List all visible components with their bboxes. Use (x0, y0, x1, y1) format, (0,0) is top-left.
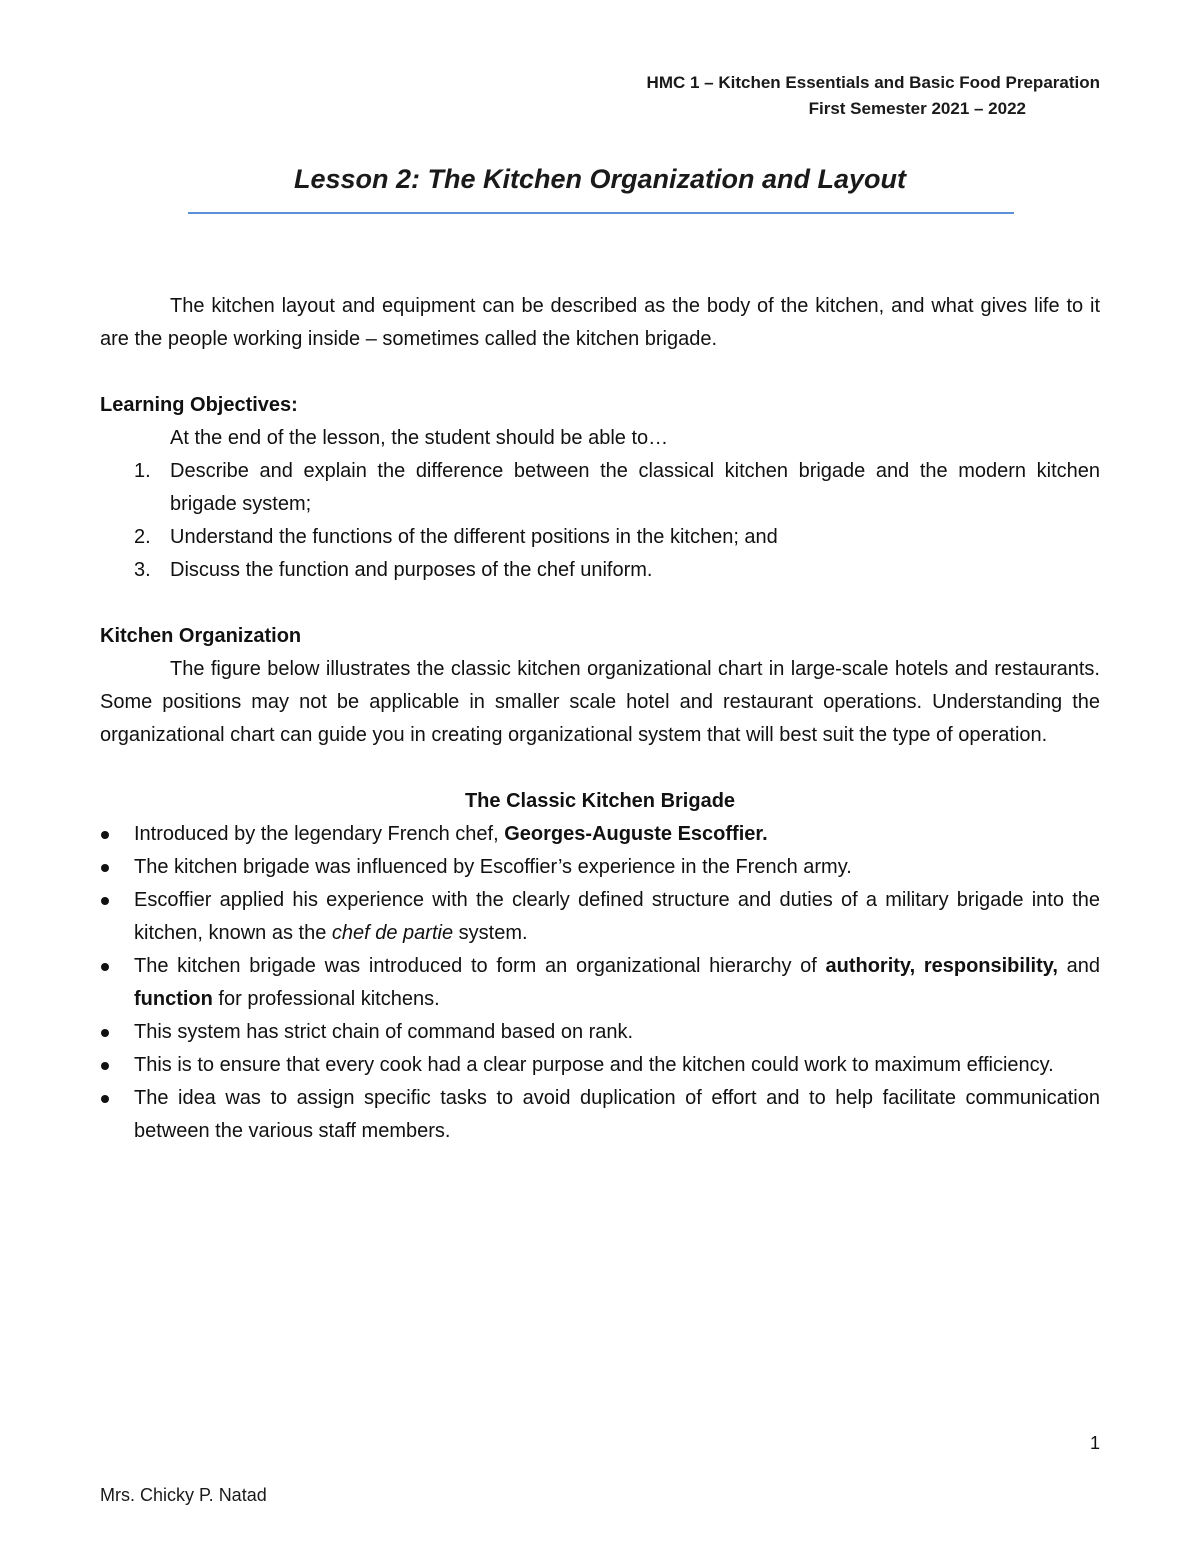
spacer (100, 356, 1100, 389)
document-body (100, 290, 1100, 1148)
header-semester: First Semester 2021 – 2022 (808, 99, 1026, 118)
bullet-text: The kitchen brigade was introduced to form an organizational hierarchy of (134, 955, 826, 977)
objective-number: 2. (134, 526, 151, 548)
bullet-icon (101, 1029, 109, 1037)
bullet-item (100, 818, 1100, 851)
bullet-bold-text: authority, responsibility, (825, 955, 1058, 977)
bullet-icon (101, 1095, 109, 1103)
spacer (100, 587, 1100, 620)
organization-paragraph: The figure below illustrates the classic kitchen organizational chart in large-scale hotels and restaurants. Some positions may not be applicable in smaller scale hotel and restaurant operations. Understanding the organizational chart can guide you in creating organizational system that will best suit the type of operation. (100, 658, 1100, 746)
bullet-icon (101, 831, 109, 839)
page-number: 1 (1089, 1433, 1100, 1453)
objective-text: Discuss the function and purposes of the chef uniform. (170, 559, 653, 581)
bullet-text: Escoffier applied his experience with the clearly defined structure and duties of a military brigade into the kitchen, known as the (134, 889, 1100, 944)
objective-number: 3. (134, 559, 151, 581)
bullet-text: This system has strict chain of command based on rank. (134, 1021, 634, 1043)
bullet-italic-text: chef de partie (331, 922, 454, 944)
objective-item (100, 455, 1100, 521)
brigade-bullet-list (100, 818, 1100, 1148)
bullet-text: The kitchen brigade was influenced by Escoffier’s experience in the French army. (134, 856, 852, 878)
organization-heading: Kitchen Organization (100, 625, 302, 647)
objectives-heading: Learning Objectives: (100, 394, 298, 416)
page-header (647, 70, 1100, 122)
bullet-item (100, 950, 1100, 1016)
spacer (100, 752, 1100, 785)
header-course: HMC 1 – Kitchen Essentials and Basic Food Preparation (646, 73, 1100, 92)
intro-paragraph: The kitchen layout and equipment can be described as the body of the kitchen, and what gives life to it are the people working inside – sometimes called the kitchen brigade. (100, 295, 1100, 350)
bullet-item (100, 1082, 1100, 1148)
bullet-item (100, 884, 1100, 950)
bullet-item (100, 851, 1100, 884)
lesson-title: Lesson 2: The Kitchen Organization and Layout (293, 164, 907, 194)
objectives-lead: At the end of the lesson, the student should be able to… (170, 427, 669, 449)
objective-item (100, 521, 1100, 554)
bullet-text: This is to ensure that every cook had a clear purpose and the kitchen could work to maximum efficiency. (134, 1054, 1054, 1076)
bullet-text: system. (453, 922, 528, 944)
objective-item (100, 554, 1100, 587)
objectives-list (100, 455, 1100, 587)
bullet-text: The idea was to assign specific tasks to avoid duplication of effort and to help facilitate communication between the various staff members. (134, 1087, 1100, 1142)
footer-author: Mrs. Chicky P. Natad (100, 1485, 267, 1505)
bullet-text: and (1057, 955, 1100, 977)
bullet-icon (101, 864, 109, 872)
bullet-item (100, 1049, 1100, 1082)
bullet-text: Introduced by the legendary French chef, (134, 823, 505, 845)
bullet-icon (101, 1062, 109, 1070)
title-underline (188, 212, 1014, 214)
objective-number: 1. (134, 460, 151, 482)
bullet-bold-text: function (134, 988, 213, 1010)
bullet-icon (101, 963, 109, 971)
bullet-bold-text: Georges-Auguste Escoffier. (504, 823, 768, 845)
brigade-heading: The Classic Kitchen Brigade (464, 790, 736, 812)
objective-text: Describe and explain the difference between the classical kitchen brigade and the modern kitchen brigade system; (170, 460, 1100, 515)
bullet-text: for professional kitchens. (212, 988, 440, 1010)
bullet-item (100, 1016, 1100, 1049)
objective-text: Understand the functions of the different positions in the kitchen; and (170, 526, 778, 548)
bullet-icon (101, 897, 109, 905)
